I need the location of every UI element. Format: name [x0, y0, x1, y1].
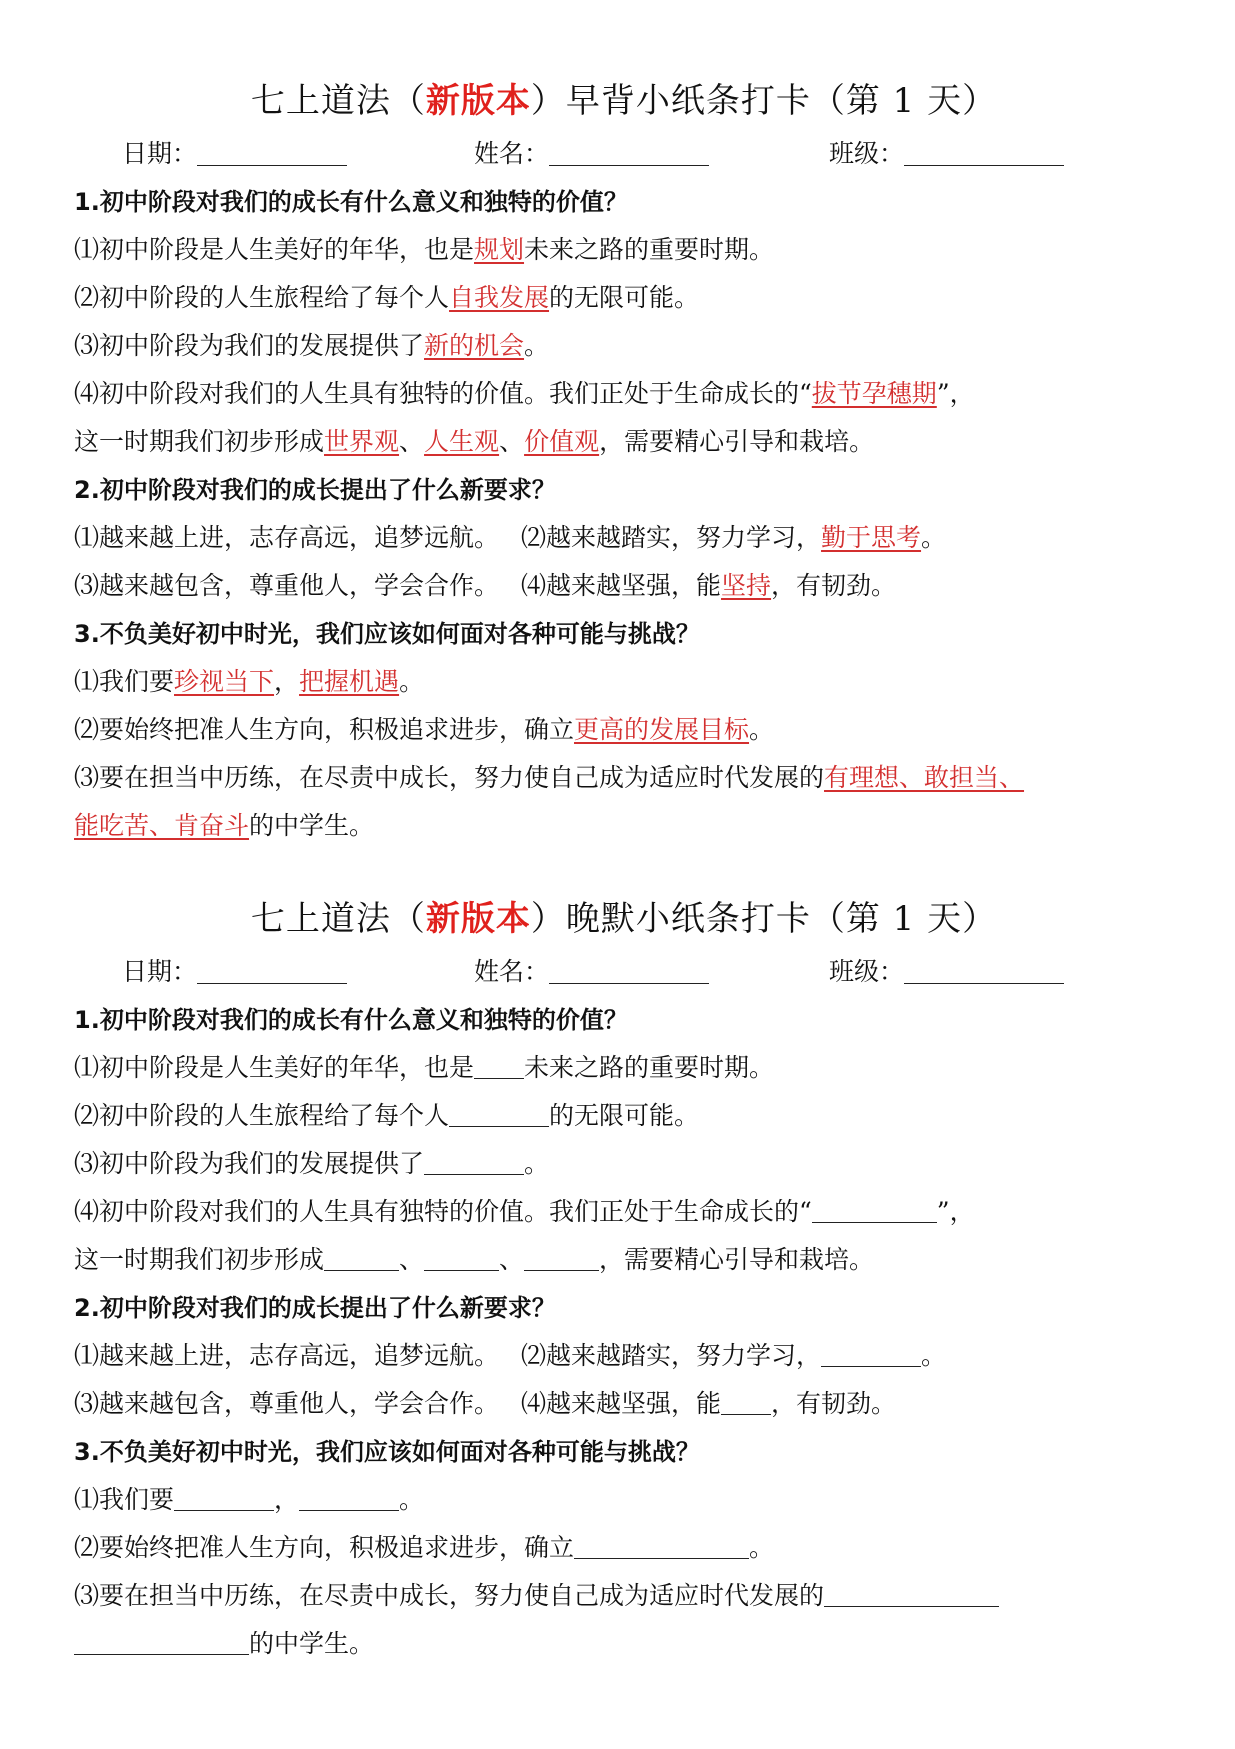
evening-section: [74, 890, 1174, 1668]
fill-blank[interactable]: [574, 1530, 749, 1559]
evening-q3-question: 3.不负美好初中时光，我们应该如何面对各种可能与挑战？: [74, 1438, 700, 1466]
evening-q3-line2: ⑵要始终把准人生方向，积极追求进步，确立 。: [74, 1524, 1174, 1572]
fill-blank[interactable]: [721, 1386, 771, 1415]
answer: 有理想、敢担当、: [824, 763, 1025, 792]
morning-q1-question: 1.初中阶段对我们的成长有什么意义和独特的价值？: [74, 188, 628, 216]
morning-q3-line2: ⑵要始终把准人生方向，积极追求进步，确立更高的发展目标。: [74, 715, 775, 744]
morning-section: [74, 72, 1174, 850]
morning-date-field[interactable]: [122, 130, 347, 178]
name-label: 姓名：: [474, 139, 550, 168]
morning-q3-line1: ⑴我们要珍视当下，把握机遇。: [74, 667, 425, 696]
evening-q3-line3: ⑶要在担当中历练，在尽责中成长，努力使自己成为适应时代发展的: [74, 1572, 1174, 1620]
evening-title: [74, 890, 1174, 948]
morning-q3-line3: ⑶要在担当中历练，在尽责中成长，努力使自己成为适应时代发展的有理想、敢担当、: [74, 763, 1025, 792]
name-blank[interactable]: [549, 953, 709, 984]
answer: 人生观: [424, 427, 500, 456]
morning-q1-line2: ⑵初中阶段的人生旅程给了每个人自我发展的无限可能。: [74, 283, 700, 312]
answer: 勤于思考: [821, 523, 922, 552]
morning-q1-line1: ⑴初中阶段是人生美好的年华，也是规划未来之路的重要时期。: [74, 235, 775, 264]
date-label: 日期：: [122, 139, 198, 168]
fill-blank[interactable]: [424, 1146, 524, 1175]
class-label: 班级：: [829, 957, 905, 986]
evening-q2-line2: ⑶越来越包含，尊重他人，学会合作。 ⑷越来越坚强，能 ，有韧劲。: [74, 1380, 1174, 1428]
evening-q1-line2: ⑵初中阶段的人生旅程给了每个人 的无限可能。: [74, 1092, 1174, 1140]
evening-q1-line5: 这一时期我们初步形成 、 、 ，需要精心引导和栽培。: [74, 1236, 1174, 1284]
evening-class-field[interactable]: [829, 948, 1064, 996]
fill-blank[interactable]: [424, 1242, 499, 1271]
morning-name-field[interactable]: [474, 130, 709, 178]
answer: 珍视当下: [174, 667, 275, 696]
morning-title-pre: 七上道法（: [250, 81, 426, 121]
evening-date-field[interactable]: [122, 948, 347, 996]
morning-info-row: [74, 130, 1174, 178]
answer: 世界观: [324, 427, 400, 456]
morning-class-field[interactable]: [829, 130, 1064, 178]
fill-blank[interactable]: [812, 1194, 937, 1223]
name-blank[interactable]: [549, 135, 709, 166]
answer: 把握机遇: [299, 667, 400, 696]
morning-q1-line3: ⑶初中阶段为我们的发展提供了新的机会。: [74, 331, 550, 360]
morning-q1-line4: ⑷初中阶段对我们的人生具有独特的价值。我们正处于生命成长的“拔节孕穗期”，: [74, 379, 975, 408]
evening-title-post: ）晚默小纸条打卡（第 1 天）: [530, 899, 998, 939]
morning-title-post: ）早背小纸条打卡（第 1 天）: [530, 81, 998, 121]
answer: 自我发展: [449, 283, 550, 312]
evening-q2-question: 2.初中阶段对我们的成长提出了什么新要求？: [74, 1294, 556, 1322]
date-blank[interactable]: [197, 135, 347, 166]
answer: 更高的发展目标: [574, 715, 750, 744]
fill-blank[interactable]: [824, 1578, 999, 1607]
fill-blank[interactable]: [74, 1626, 249, 1655]
fill-blank[interactable]: [449, 1098, 549, 1127]
fill-blank[interactable]: [324, 1242, 399, 1271]
evening-name-field[interactable]: [474, 948, 709, 996]
evening-q1-line4: ⑷初中阶段对我们的人生具有独特的价值。我们正处于生命成长的“ ”，: [74, 1188, 1174, 1236]
morning-q2-question: 2.初中阶段对我们的成长提出了什么新要求？: [74, 476, 556, 504]
morning-title-accent: 新版本: [425, 81, 531, 121]
answer: 新的机会: [424, 331, 525, 360]
name-label: 姓名：: [474, 957, 550, 986]
class-blank[interactable]: [904, 953, 1064, 984]
evening-q1-line1: ⑴初中阶段是人生美好的年华，也是 未来之路的重要时期。: [74, 1044, 1174, 1092]
morning-title: [74, 72, 1174, 130]
evening-q3-line1: ⑴我们要 ， 。: [74, 1476, 1174, 1524]
evening-q2-line1: ⑴越来越上进，志存高远，追梦远航。 ⑵越来越踏实，努力学习， 。: [74, 1332, 1174, 1380]
evening-info-row: [74, 948, 1174, 996]
evening-title-accent: 新版本: [425, 899, 531, 939]
class-label: 班级：: [829, 139, 905, 168]
date-blank[interactable]: [197, 953, 347, 984]
fill-blank[interactable]: [821, 1338, 921, 1367]
morning-q3-question: 3.不负美好初中时光，我们应该如何面对各种可能与挑战？: [74, 620, 700, 648]
class-blank[interactable]: [904, 135, 1064, 166]
fill-blank[interactable]: [299, 1482, 399, 1511]
morning-q2-line1: ⑴越来越上进，志存高远，追梦远航。 ⑵越来越踏实，努力学习，勤于思考。: [74, 523, 947, 552]
evening-q3-line4: 的中学生。: [74, 1620, 1174, 1668]
evening-q1-line3: ⑶初中阶段为我们的发展提供了 。: [74, 1140, 1174, 1188]
answer: 拔节孕穗期: [811, 379, 937, 408]
fill-blank[interactable]: [524, 1242, 599, 1271]
fill-blank[interactable]: [174, 1482, 274, 1511]
answer: 规划: [474, 235, 525, 264]
morning-q1-line5: 这一时期我们初步形成世界观、人生观、价值观，需要精心引导和栽培。: [74, 427, 875, 456]
fill-blank[interactable]: [474, 1050, 524, 1079]
date-label: 日期：: [122, 957, 198, 986]
answer: 价值观: [524, 427, 600, 456]
answer: 能吃苦、肯奋斗: [74, 811, 250, 840]
evening-q1-question: 1.初中阶段对我们的成长有什么意义和独特的价值？: [74, 1006, 628, 1034]
answer: 坚持: [721, 571, 772, 600]
morning-q2-line2: ⑶越来越包含，尊重他人，学会合作。 ⑷越来越坚强，能坚持，有韧劲。: [74, 571, 897, 600]
morning-q3-line4: 能吃苦、肯奋斗的中学生。: [74, 811, 375, 840]
evening-title-pre: 七上道法（: [250, 899, 426, 939]
